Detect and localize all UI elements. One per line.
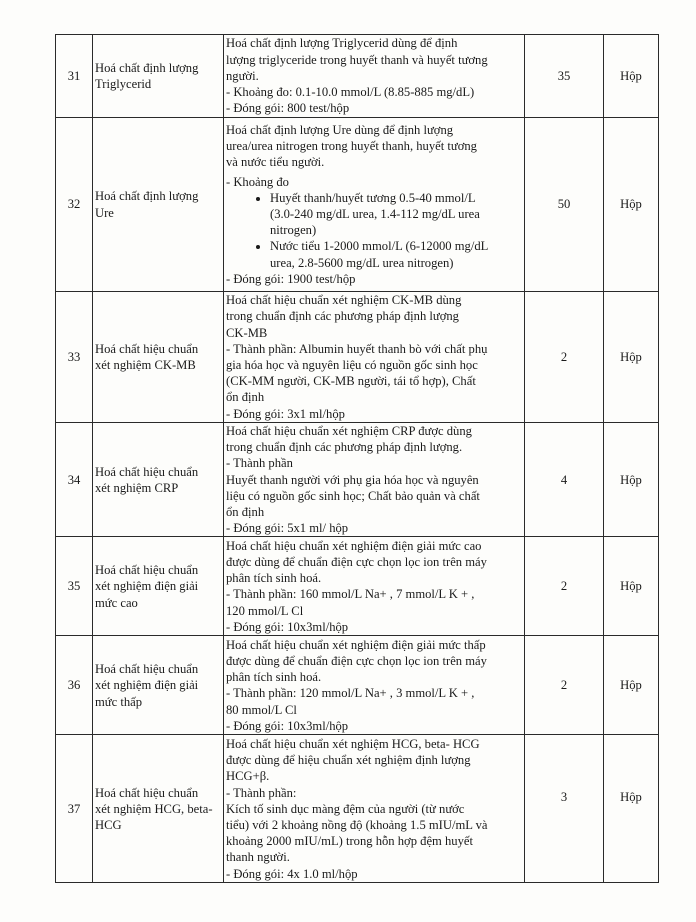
item-quantity: 35 (525, 35, 604, 118)
item-name-line: Ure (95, 205, 114, 220)
chemical-spec-table (55, 34, 659, 883)
item-unit: Hộp (604, 118, 659, 292)
description-line: - Đóng gói: 10x3ml/hộp (226, 619, 349, 634)
item-name (93, 735, 224, 883)
description-line: thanh người. (226, 850, 290, 865)
item-unit: Hộp (604, 735, 659, 883)
item-name (93, 537, 224, 636)
item-description (224, 292, 525, 423)
description-line: tiểu) với 2 khoảng nồng độ (khoảng 1.5 mIU/mL và (226, 818, 488, 833)
item-name-line: Hoá chất định lượng (95, 60, 199, 75)
item-name-line: xét nghiệm CK-MB (95, 358, 196, 372)
description-line: - Thành phần: (226, 785, 297, 800)
item-description (224, 118, 525, 292)
item-name-line: Hoá chất hiệu chuẩn (95, 464, 199, 479)
description-line: nitrogen) (270, 223, 317, 238)
item-name (93, 35, 224, 118)
item-name-line: xét nghiệm điện giải (95, 678, 199, 693)
description-line: phân tích sinh hoá. (226, 571, 322, 586)
description-line: - Khoảng đo: 0.1-10.0 mmol/L (8.85-885 mg/dL) (226, 85, 475, 100)
description-line: - Thành phần: Albumin huyết thanh bò với chất phụ (226, 341, 488, 356)
item-unit: Hộp (604, 636, 659, 735)
range-bullet-list (226, 190, 522, 271)
description-line: Hoá chất hiệu chuẩn xét nghiệm CRP được dùng (226, 424, 472, 438)
row-number: 37 (56, 735, 93, 883)
description-line: gia hóa học và nguyên liệu có nguồn gốc sinh học (226, 358, 478, 372)
table-row (56, 636, 659, 735)
item-name-line: Hoá chất hiệu chuẩn (95, 341, 199, 356)
item-name-line: mức thấp (95, 694, 143, 709)
table-row (56, 537, 659, 636)
description-line: • Huyết thanh/huyết tương 0.5-40 mmol/L (270, 190, 476, 205)
row-number: 32 (56, 118, 93, 292)
item-name-line: Hoá chất hiệu chuẩn (95, 662, 199, 677)
description-line: HCG+β. (226, 769, 270, 784)
description-line: - Thành phần: 120 mmol/L Na+ , 3 mmol/L K + , (226, 686, 475, 701)
description-line: - Đóng gói: 1900 test/hộp (226, 271, 356, 286)
range-bullet-item (270, 190, 522, 239)
item-name (93, 292, 224, 423)
description-line: ổn định (226, 390, 265, 405)
table-row (56, 118, 659, 292)
description-line: urea, 2.8-5600 mg/dL urea nitrogen) (270, 255, 454, 270)
item-description (224, 537, 525, 636)
description-line: được dùng để chuẩn điện cực chọn lọc ion trên máy (226, 654, 487, 669)
description-line: CK-MB (226, 325, 268, 340)
description-line: Hoá chất hiệu chuẩn xét nghiệm điện giải mức cao (226, 538, 482, 553)
description-line: được dùng để hiệu chuẩn xét nghiệm định lượng (226, 753, 471, 768)
description-line: Hoá chất hiệu chuẩn xét nghiệm HCG, beta- HCG (226, 737, 480, 751)
description-line: (3.0-240 mg/dL urea, 1.4-112 mg/dL urea (270, 207, 480, 221)
item-name-line: xét nghiệm HCG, beta- (95, 801, 213, 816)
row-number: 35 (56, 537, 93, 636)
item-name-line: Triglycerid (95, 77, 152, 91)
description-line: 80 mmol/L Cl (226, 702, 297, 717)
description-line: trong chuẩn định các phương pháp định lượng. (226, 440, 463, 455)
item-description (224, 35, 525, 118)
description-line: người. (226, 68, 259, 83)
item-name-line: Hoá chất định lượng (95, 189, 199, 204)
row-number: 34 (56, 423, 93, 537)
table-row (56, 735, 659, 883)
item-quantity: 2 (525, 636, 604, 735)
item-quantity: 2 (525, 292, 604, 423)
table-row (56, 423, 659, 537)
description-line: liệu có nguồn gốc sinh học; Chất bảo quản và chất (226, 488, 480, 503)
description-line: Hoá chất định lượng Ure dùng để định lượng (226, 122, 454, 137)
description-line: Hoá chất định lượng Triglycerid dùng để định (226, 36, 458, 51)
row-number: 33 (56, 292, 93, 423)
description-line: Hoá chất hiệu chuẩn xét nghiệm điện giải mức thấp (226, 637, 486, 652)
item-name-line: xét nghiệm CRP (95, 480, 179, 495)
description-line: và nước tiểu người. (226, 155, 325, 170)
description-line: - Đóng gói: 3x1 ml/hộp (226, 406, 345, 421)
description-line: được dùng để chuẩn điện cực chọn lọc ion trên máy (226, 555, 487, 570)
item-name-line: mức cao (95, 595, 138, 610)
item-description (224, 735, 525, 883)
description-line: urea/urea nitrogen trong huyết thanh, huyết tương (226, 139, 477, 154)
item-unit: Hộp (604, 292, 659, 423)
item-quantity: 2 (525, 537, 604, 636)
item-description (224, 423, 525, 537)
description-line: khoảng 2000 mIU/mL) trong hỗn hợp đệm huyết (226, 834, 473, 849)
description-line: ổn định (226, 505, 265, 520)
item-description (224, 636, 525, 735)
description-line: (CK-MM người, CK-MB người, tái tổ hợp), Chất (226, 374, 476, 389)
description-line: - Thành phần: 160 mmol/L Na+ , 7 mmol/L K + , (226, 587, 475, 602)
description-line: trong chuẩn định các phương pháp định lượng (226, 309, 459, 324)
description-line: - Đóng gói: 4x 1.0 ml/hộp (226, 866, 358, 881)
item-name-line: xét nghiệm điện giải (95, 579, 199, 594)
description-line: - Đóng gói: 5x1 ml/ hộp (226, 521, 349, 536)
item-name (93, 636, 224, 735)
item-unit: Hộp (604, 423, 659, 537)
range-bullet-item (270, 238, 522, 270)
description-line: - Thành phần (226, 456, 293, 471)
description-line: - Khoảng đo (226, 174, 289, 189)
item-name-line: Hoá chất hiệu chuẩn (95, 785, 199, 800)
description-line: • Nước tiểu 1-2000 mmol/L (6-12000 mg/dL (270, 239, 489, 254)
item-name (93, 118, 224, 292)
row-number: 31 (56, 35, 93, 118)
description-line: Kích tố sinh dục màng đệm của người (từ nước (226, 801, 465, 816)
item-name (93, 423, 224, 537)
item-quantity: 4 (525, 423, 604, 537)
item-quantity: 50 (525, 118, 604, 292)
description-line: - Đóng gói: 800 test/hộp (226, 101, 350, 116)
description-line: Hoá chất hiệu chuẩn xét nghiệm CK-MB dùng (226, 293, 462, 308)
description-line: lượng triglyceride trong huyết thanh và huyết tương (226, 52, 488, 67)
item-name-line: HCG (95, 818, 122, 833)
item-unit: Hộp (604, 35, 659, 118)
item-unit: Hộp (604, 537, 659, 636)
table-row (56, 292, 659, 423)
description-line: 120 mmol/L Cl (226, 603, 304, 618)
description-line: - Đóng gói: 10x3ml/hộp (226, 718, 349, 733)
table-row (56, 35, 659, 118)
description-line: Huyết thanh người với phụ gia hóa học và nguyên (226, 472, 479, 487)
item-quantity: 3 (525, 735, 604, 883)
description-line: phân tích sinh hoá. (226, 670, 322, 685)
item-name-line: Hoá chất hiệu chuẩn (95, 563, 199, 578)
row-number: 36 (56, 636, 93, 735)
